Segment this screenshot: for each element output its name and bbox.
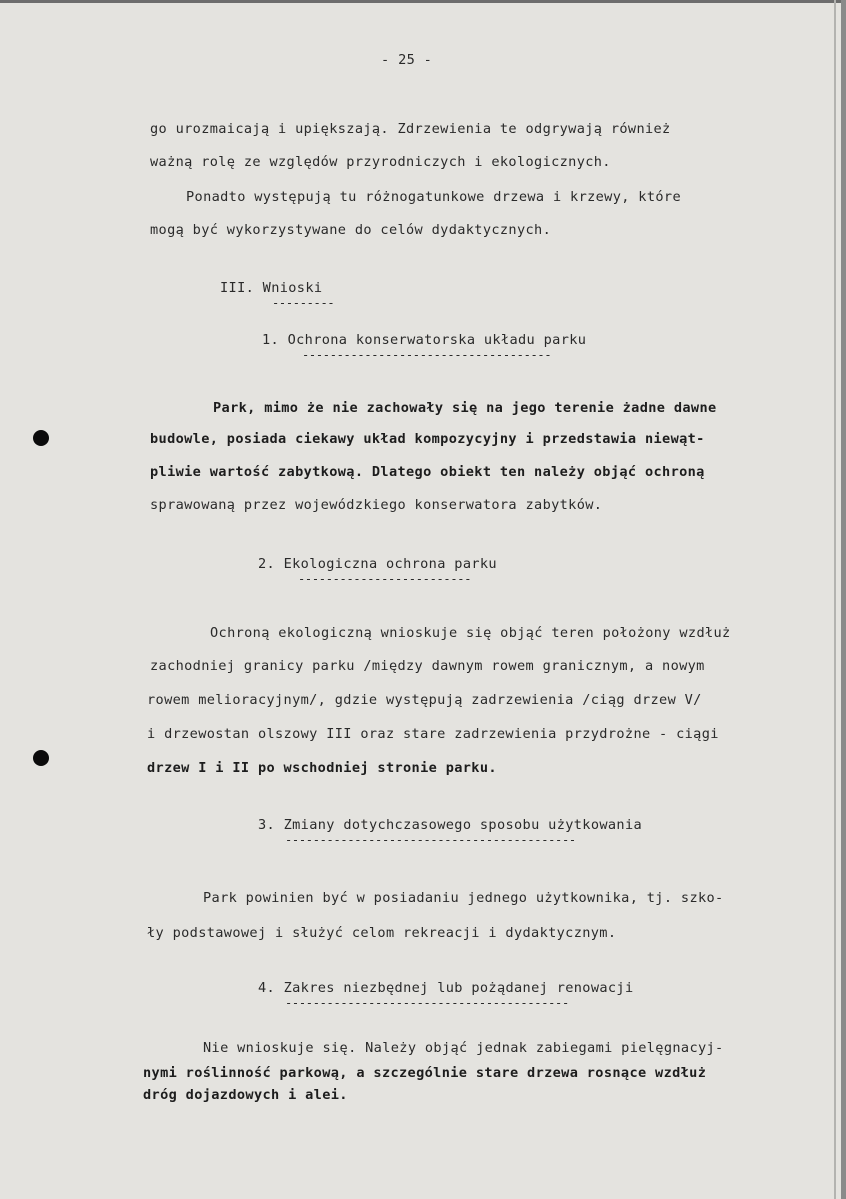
scan-border-top [0,0,846,3]
paragraph-line: ły podstawowej i służyć celom rekreacji i dydaktycznym. [147,925,617,941]
paragraph-line: Nie wnioskuje się. Należy objąć jednak zabiegami pielęgnacyj- [203,1040,724,1056]
scan-border-right [841,0,846,1199]
paragraph-line: Park, mimo że nie zachowały się na jego terenie żadne dawne [213,400,717,416]
paragraph-line: rowem melioracyjnym/, gdzie występują zadrzewienia /ciąg drzew V/ [147,692,702,708]
intro-line: Ponadto występują tu różnogatunkowe drzewa i krzewy, które [186,189,681,205]
page-number: - 25 - [381,52,433,68]
paragraph-line: sprawowaną przez wojewódzkiego konserwatora zabytków. [150,497,603,513]
paragraph-line: zachodniej granicy parku /między dawnym rowem granicznym, a nowym [150,658,705,674]
subsection-1-heading: 1. Ochrona konserwatorska układu parku [262,332,587,348]
subsection-1-underline: ------------------------------------ [302,348,552,362]
paragraph-line: Park powinien być w posiadaniu jednego użytkownika, tj. szko- [203,890,724,906]
paragraph-line: Ochroną ekologiczną wnioskuje się objąć teren położony wzdłuż [210,625,731,641]
punch-hole-lower [33,750,49,766]
subsection-4-underline: ----------------------------------------- [285,996,569,1010]
intro-line: go urozmaicają i upiększają. Zdrzewienia te odgrywają również [150,121,671,137]
scan-border-inner [834,0,836,1199]
punch-hole-upper [33,430,49,446]
section-heading: III. Wnioski [220,280,323,296]
subsection-3-heading: 3. Zmiany dotychczasowego sposobu użytkowania [258,817,643,833]
section-heading-underline: --------- [272,296,335,310]
paragraph-line: i drzewostan olszowy III oraz stare zadrzewienia przydrożne - ciągi [147,726,719,742]
paragraph-line: nymi roślinność parkową, a szczególnie stare drzewa rosnące wzdłuż [143,1065,707,1081]
intro-line: mogą być wykorzystywane do celów dydaktycznych. [150,222,552,238]
subsection-2-underline: ------------------------- [298,572,472,586]
subsection-4-heading: 4. Zakres niezbędnej lub pożądanej renowacji [258,980,634,996]
subsection-2-heading: 2. Ekologiczna ochrona parku [258,556,497,572]
subsection-3-underline: ------------------------------------------ [285,833,576,847]
intro-line: ważną rolę ze względów przyrodniczych i ekologicznych. [150,154,611,170]
paragraph-line: drzew I i II po wschodniej stronie parku. [147,760,497,776]
paragraph-line: dróg dojazdowych i alei. [143,1087,348,1103]
paragraph-line: pliwie wartość zabytkową. Dlatego obiekt ten należy objąć ochroną [150,464,705,480]
paragraph-line: budowle, posiada ciekawy układ kompozycyjny i przedstawia niewąt- [150,431,705,447]
